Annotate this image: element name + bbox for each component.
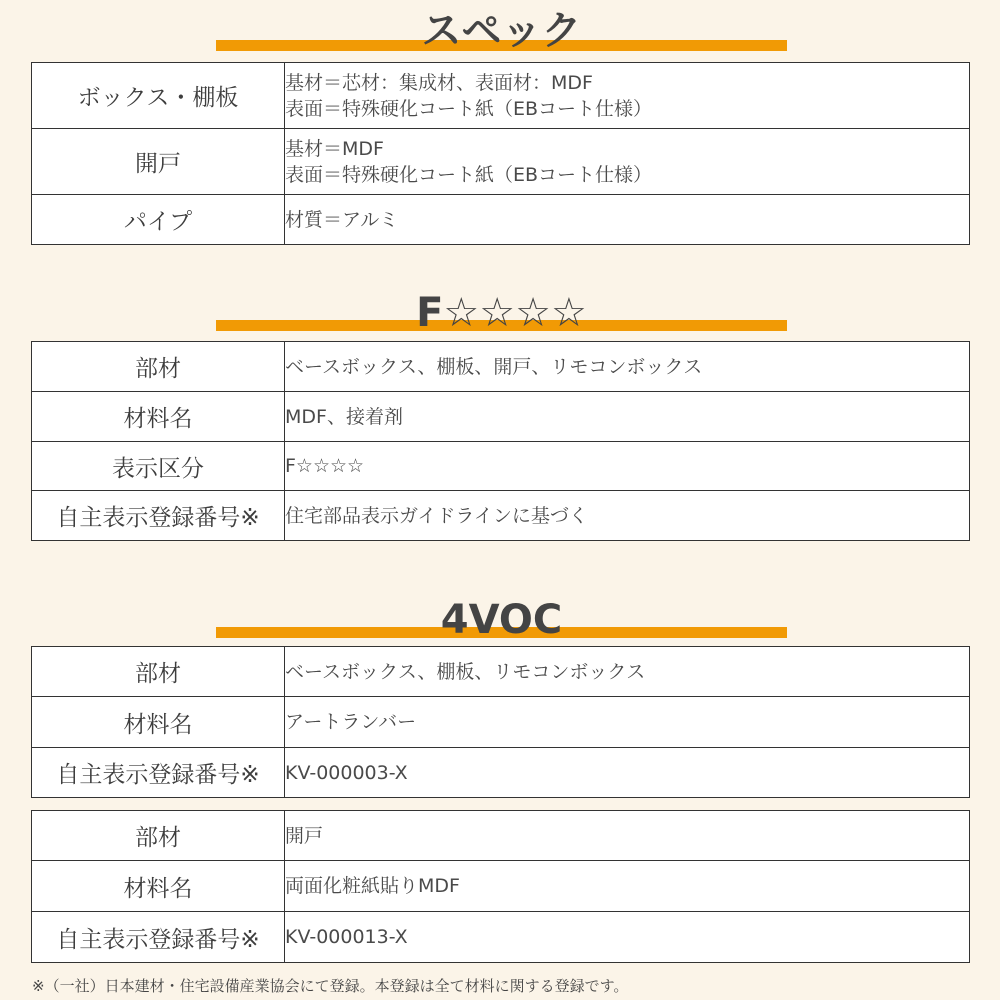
row-value: 開戸: [285, 811, 970, 861]
row-value: 基材＝芯材：集成材、表面材：MDF 表面＝特殊硬化コート紙（EBコート仕様）: [285, 63, 970, 129]
table-row: [32, 342, 970, 392]
row-label: 部材: [32, 342, 285, 392]
row-value: アートランバー: [285, 697, 970, 748]
row-value: 基材＝MDF 表面＝特殊硬化コート紙（EBコート仕様）: [285, 129, 970, 195]
row-label: 開戸: [32, 129, 285, 195]
row-label: 部材: [32, 811, 285, 861]
row-value: MDF、接着剤: [285, 392, 970, 442]
table-row: [32, 748, 970, 798]
spec-section-title: スペック: [421, 8, 582, 54]
row-label: 材料名: [32, 392, 285, 442]
table-row: [32, 647, 970, 697]
row-value: 住宅部品表示ガイドラインに基づく: [285, 491, 970, 541]
row-label: 自主表示登録番号※: [32, 912, 285, 963]
table-row: [32, 392, 970, 442]
row-label: 部材: [32, 647, 285, 697]
row-label: 材料名: [32, 697, 285, 748]
row-label: パイプ: [32, 195, 285, 245]
row-value: ベースボックス、棚板、開戸、リモコンボックス: [285, 342, 970, 392]
row-value: 材質＝アルミ: [285, 195, 970, 245]
voc-table-1: [31, 646, 970, 798]
row-label: 表示区分: [32, 442, 285, 491]
row-value: 両面化粧紙貼りMDF: [285, 861, 970, 912]
table-row: [32, 861, 970, 912]
table-row: [32, 442, 970, 491]
voc-table-2: [31, 810, 970, 963]
row-label: 自主表示登録番号※: [32, 748, 285, 798]
row-label: 自主表示登録番号※: [32, 491, 285, 541]
table-row: [32, 491, 970, 541]
row-value: F☆☆☆☆: [285, 442, 970, 491]
table-row: [32, 697, 970, 748]
footnote: ※（一社）日本建材・住宅設備産業協会にて登録。本登録は全て材料に関する登録です。: [32, 977, 629, 995]
table-row: [32, 195, 970, 245]
spec-table: [31, 62, 970, 245]
row-value: ベースボックス、棚板、リモコンボックス: [285, 647, 970, 697]
f4star-table: [31, 341, 970, 541]
table-row: [32, 912, 970, 963]
f4star-section-title: F☆☆☆☆: [416, 290, 587, 336]
voc-section-title: 4VOC: [440, 597, 563, 643]
table-row: [32, 811, 970, 861]
row-label: 材料名: [32, 861, 285, 912]
table-row: [32, 63, 970, 129]
row-value: KV-000013-X: [285, 912, 970, 963]
row-label: ボックス・棚板: [32, 63, 285, 129]
table-row: [32, 129, 970, 195]
row-value: KV-000003-X: [285, 748, 970, 798]
